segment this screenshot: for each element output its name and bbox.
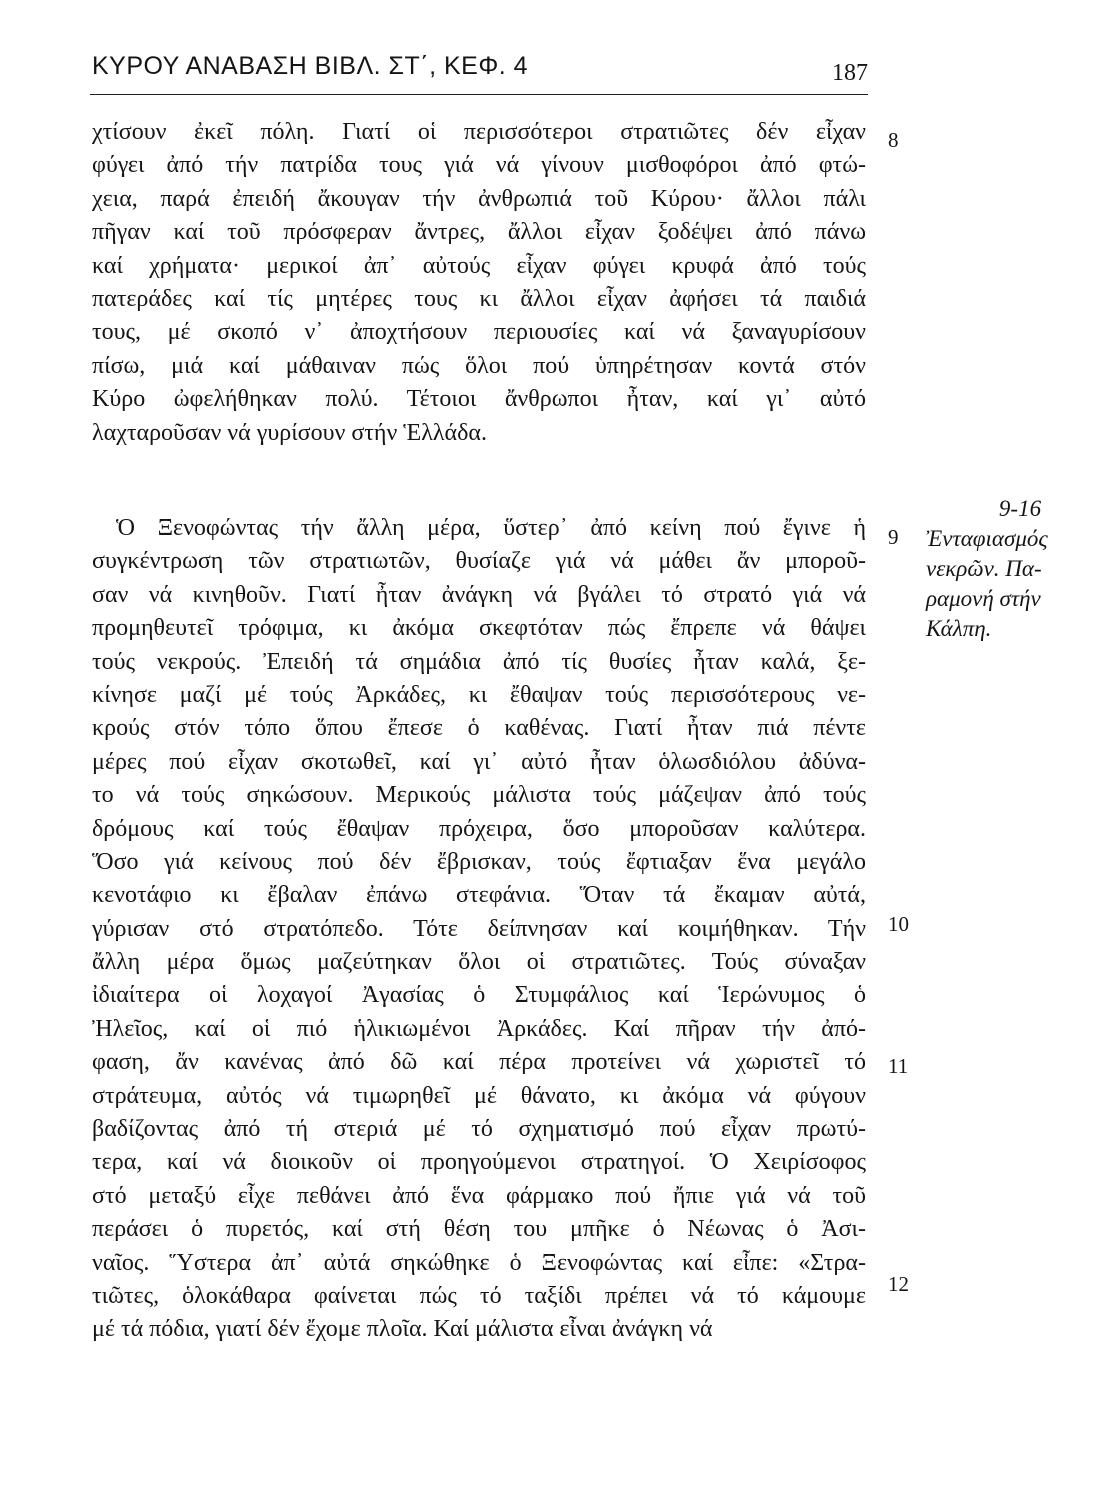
paragraph-2 xyxy=(92,512,866,1347)
text-line: πῆγαν καί τοῦ πρόσφεραν ἄντρες, ἄλλοι εἶχαν ξοδέψει ἀπό πάνω xyxy=(92,219,866,246)
text-line: το νά τούς σηκώσουν. Μερικούς μάλιστα τούς μάζεψαν ἀπό τούς xyxy=(92,782,866,809)
text-line: ἄλλη μέρα ὅμως μαζεύτηκαν ὅλοι οἱ στρατιῶτες. Τούς σύναξαν xyxy=(92,949,866,976)
text-line: Ὁ Ξενοφώντας τήν ἄλλη μέρα, ὕστερ᾿ ἀπό κείνη πού ἔγινε ἡ xyxy=(116,515,866,541)
section-number-8: 8 xyxy=(888,128,899,152)
text-line: κίνησε μαζί μέ τούς Ἀρκάδες, κι ἔθαψαν τούς περισσότερους νε- xyxy=(92,681,866,708)
section-number-12: 12 xyxy=(888,1272,909,1296)
text-line: δρόμους καί τούς ἔθαψαν πρόχειρα, ὅσο μποροῦσαν καλύτερα. xyxy=(92,815,866,842)
text-line: στράτευμα, αὐτός νά τιμωρηθεῖ μέ θάνατο, κι ἀκόμα νά φύγουν xyxy=(92,1082,866,1109)
paragraph-1 xyxy=(92,116,866,450)
text-line: φύγει ἀπό τήν πατρίδα τους γιά νά γίνουν μισθοφόροι ἀπό φτώ- xyxy=(92,152,866,179)
text-line: σαν νά κινηθοῦν. Γιατί ἦταν ἀνάγκη νά βγάλει τό στρατό γιά νά xyxy=(92,581,866,608)
text-line: Ἠλεῖος, καί οἱ πιό ἡλικιωμένοι Ἀρκάδες. Καί πῆραν τήν ἀπό- xyxy=(92,1015,866,1042)
header-rule xyxy=(90,94,868,95)
section-number-9: 9 xyxy=(888,525,899,549)
text-line: προμηθευτεῖ τρόφιμα, κι ἀκόμα σκεφτόταν πώς ἔπρεπε νά θάψει xyxy=(92,615,866,642)
margin-note-range: 9-16 xyxy=(998,496,1042,521)
margin-note-line: Κάλπη. xyxy=(926,616,992,641)
text-line: λαχταροῦσαν νά γυρίσουν στήν Ἑλλάδα. xyxy=(92,419,487,446)
page-number: 187 xyxy=(832,60,868,86)
text-line: πατεράδες καί τίς μητέρες τους κι ἄλλοι εἶχαν ἀφήσει τά παιδιά xyxy=(92,285,866,312)
text-line: συγκέντρωση τῶν στρατιωτῶν, θυσίαζε γιά νά μάθει ἄν μποροῦ- xyxy=(92,548,866,575)
section-number-11: 11 xyxy=(888,1054,909,1078)
text-line: Κύρο ὠφελήθηκαν πολύ. Τέτοιοι ἄνθρωποι ἦταν, καί γι᾿ αὐτό xyxy=(92,386,866,413)
text-line: χεια, παρά ἐπειδή ἄκουγαν τήν ἀνθρωπιά τοῦ Κύρου· ἄλλοι πάλι xyxy=(92,185,866,212)
text-line: μέ τά πόδια, γιατί δέν ἔχομε πλοῖα. Καί μάλιστα εἶναι ἀνάγκη νά xyxy=(92,1316,713,1343)
text-line: ναῖος. Ὕστερα ἀπ᾿ αὐτά σηκώθηκε ὁ Ξενοφώντας καί εἶπε: «Στρα- xyxy=(92,1249,866,1276)
text-line: Ὅσο γιά κείνους πού δέν ἔβρισκαν, τούς ἔφτιαξαν ἕνα μεγάλο xyxy=(92,848,866,875)
section-number-10: 10 xyxy=(888,912,909,936)
text-line: μέρες πού εἶχαν σκοτωθεῖ, καί γι᾿ αὐτό ἦταν ὁλωσδιόλου ἀδύνα- xyxy=(92,748,866,775)
text-line: καί χρήματα· μερικοί ἀπ᾿ αὐτούς εἶχαν φύγει κρυφά ἀπό τούς xyxy=(92,252,866,279)
margin-note-line: Ἐνταφιασμός xyxy=(926,526,1048,551)
text-line: τούς νεκρούς. Ἐπειδή τά σημάδια ἀπό τίς θυσίες ἦταν καλά, ξε- xyxy=(92,648,866,675)
text-line: τιῶτες, ὁλοκάθαρα φαίνεται πώς τό ταξίδι πρέπει νά τό κάμουμε xyxy=(92,1282,866,1309)
text-line: κρούς στόν τόπο ὅπου ἔπεσε ὁ καθένας. Γιατί ἦταν πιά πέντε xyxy=(92,715,866,742)
text-line: ἰδιαίτερα οἱ λοχαγοί Ἀγασίας ὁ Στυμφάλιος καί Ἱερώνυμος ὁ xyxy=(92,982,866,1009)
text-line: περάσει ὁ πυρετός, καί στή θέση του μπῆκε ὁ Νέωνας ὁ Ἀσι- xyxy=(92,1216,866,1243)
text-line: βαδίζοντας ἀπό τή στεριά μέ τό σχηματισμό πού εἶχαν πρωτύ- xyxy=(92,1116,866,1143)
text-line: στό μεταξύ εἶχε πεθάνει ἀπό ἕνα φάρμακο πού ἤπιε γιά νά τοῦ xyxy=(92,1182,866,1209)
running-header-title: ΚΥΡΟΥ ΑΝΑΒΑΣΗ ΒΙΒΛ. ΣΤ΄, ΚΕΦ. 4 xyxy=(92,52,529,80)
text-line: φαση, ἄν κανένας ἀπό δῶ καί πέρα προτείνει νά χωριστεῖ τό xyxy=(92,1049,866,1076)
text-line: τερα, καί νά διοικοῦν οἱ προηγούμενοι στρατηγοί. Ὁ Χειρίσοφος xyxy=(92,1149,866,1176)
margin-note-line: ραμονή στήν xyxy=(926,586,1041,611)
text-line: πίσω, μιά καί μάθαιναν πώς ὅλοι πού ὑπηρέτησαν κοντά στόν xyxy=(92,352,866,379)
text-line: κενοτάφιο κι ἔβαλαν ἐπάνω στεφάνια. Ὅταν τά ἔκαμαν αὐτά, xyxy=(92,882,866,909)
text-line: χτίσουν ἐκεῖ πόλη. Γιατί οἱ περισσότεροι στρατιῶτες δέν εἶχαν xyxy=(92,119,866,145)
margin-note xyxy=(926,494,1106,644)
text-line: γύρισαν στό στρατόπεδο. Τότε δείπνησαν καί κοιμήθηκαν. Τήν xyxy=(92,915,866,942)
text-line: τους, μέ σκοπό ν᾿ ἀποχτήσουν περιουσίες καί νά ξαναγυρίσουν xyxy=(92,319,866,346)
margin-note-line: νεκρῶν. Πα- xyxy=(926,556,1042,581)
